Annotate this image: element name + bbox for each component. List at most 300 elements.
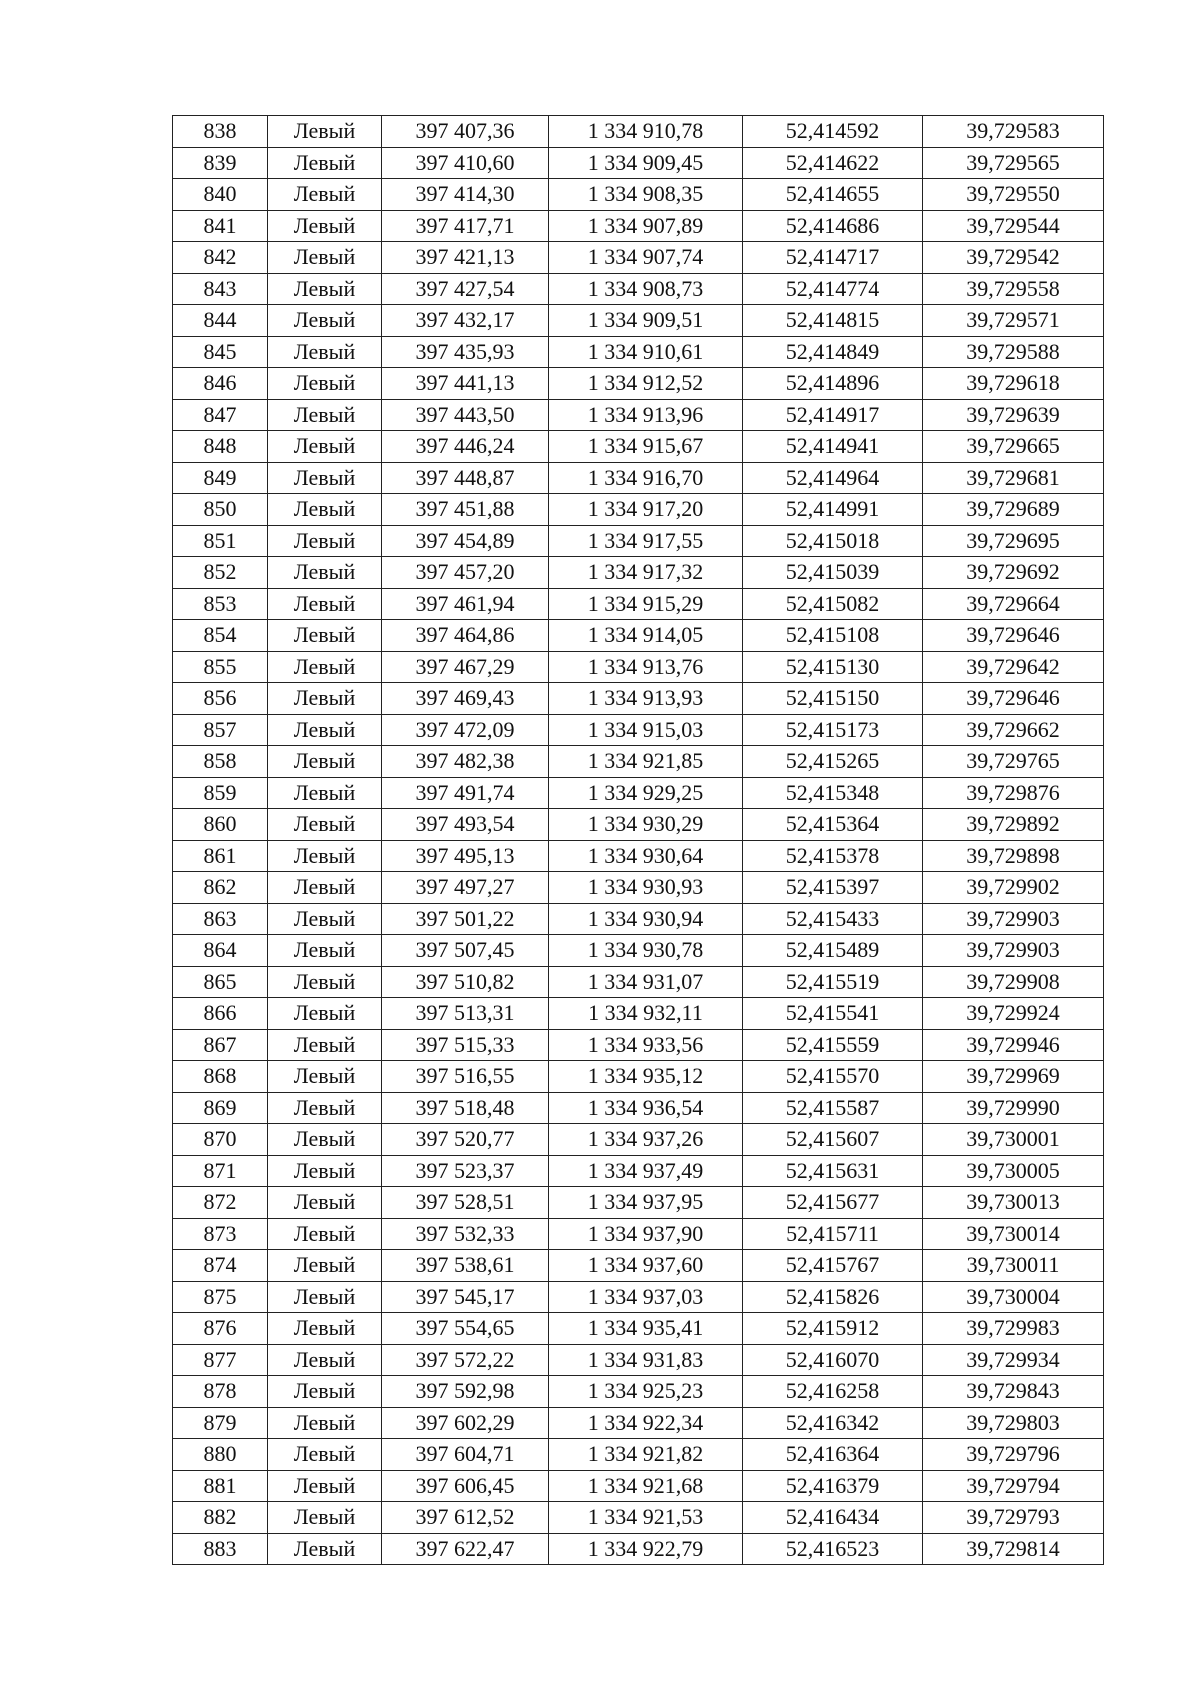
table-row [173,1187,1104,1219]
x-coordinate-cell: 397 501,22 [382,903,549,935]
longitude-cell: 39,729803 [923,1407,1104,1439]
point-number-cell: 880 [173,1439,268,1471]
longitude-cell: 39,729796 [923,1439,1104,1471]
point-number-cell: 859 [173,777,268,809]
table-row [173,557,1104,589]
table-row [173,462,1104,494]
side-cell: Левый [268,116,382,148]
y-coordinate-cell: 1 334 929,25 [549,777,743,809]
y-coordinate-cell: 1 334 937,49 [549,1155,743,1187]
table-row [173,1061,1104,1093]
side-cell: Левый [268,1218,382,1250]
longitude-cell: 39,729908 [923,966,1104,998]
y-coordinate-cell: 1 334 932,11 [549,998,743,1030]
point-number-cell: 874 [173,1250,268,1282]
table-row [173,651,1104,683]
x-coordinate-cell: 397 414,30 [382,179,549,211]
table-row [173,1155,1104,1187]
latitude-cell: 52,416364 [743,1439,923,1471]
x-coordinate-cell: 397 532,33 [382,1218,549,1250]
table-row [173,1313,1104,1345]
x-coordinate-cell: 397 464,86 [382,620,549,652]
x-coordinate-cell: 397 467,29 [382,651,549,683]
side-cell: Левый [268,1092,382,1124]
point-number-cell: 842 [173,242,268,274]
y-coordinate-cell: 1 334 937,90 [549,1218,743,1250]
side-cell: Левый [268,998,382,1030]
x-coordinate-cell: 397 461,94 [382,588,549,620]
latitude-cell: 52,415570 [743,1061,923,1093]
side-cell: Левый [268,1470,382,1502]
point-number-cell: 839 [173,147,268,179]
point-number-cell: 848 [173,431,268,463]
point-number-cell: 875 [173,1281,268,1313]
longitude-cell: 39,729681 [923,462,1104,494]
point-number-cell: 873 [173,1218,268,1250]
point-number-cell: 857 [173,714,268,746]
point-number-cell: 869 [173,1092,268,1124]
side-cell: Левый [268,714,382,746]
table-row [173,368,1104,400]
table-row [173,746,1104,778]
table-row [173,1533,1104,1565]
x-coordinate-cell: 397 622,47 [382,1533,549,1565]
side-cell: Левый [268,1250,382,1282]
point-number-cell: 881 [173,1470,268,1502]
longitude-cell: 39,729924 [923,998,1104,1030]
side-cell: Левый [268,242,382,274]
table-row [173,1502,1104,1534]
latitude-cell: 52,415364 [743,809,923,841]
longitude-cell: 39,729990 [923,1092,1104,1124]
latitude-cell: 52,416070 [743,1344,923,1376]
latitude-cell: 52,415559 [743,1029,923,1061]
point-number-cell: 882 [173,1502,268,1534]
x-coordinate-cell: 397 435,93 [382,336,549,368]
longitude-cell: 39,729902 [923,872,1104,904]
latitude-cell: 52,414655 [743,179,923,211]
x-coordinate-cell: 397 432,17 [382,305,549,337]
y-coordinate-cell: 1 334 937,03 [549,1281,743,1313]
longitude-cell: 39,729892 [923,809,1104,841]
side-cell: Левый [268,651,382,683]
side-cell: Левый [268,966,382,998]
side-cell: Левый [268,431,382,463]
side-cell: Левый [268,462,382,494]
table-row [173,620,1104,652]
point-number-cell: 860 [173,809,268,841]
latitude-cell: 52,415489 [743,935,923,967]
latitude-cell: 52,415541 [743,998,923,1030]
latitude-cell: 52,414941 [743,431,923,463]
side-cell: Левый [268,1281,382,1313]
point-number-cell: 846 [173,368,268,400]
y-coordinate-cell: 1 334 909,51 [549,305,743,337]
y-coordinate-cell: 1 334 922,34 [549,1407,743,1439]
x-coordinate-cell: 397 554,65 [382,1313,549,1345]
latitude-cell: 52,415767 [743,1250,923,1282]
side-cell: Левый [268,1344,382,1376]
side-cell: Левый [268,273,382,305]
point-number-cell: 865 [173,966,268,998]
longitude-cell: 39,729814 [923,1533,1104,1565]
longitude-cell: 39,729983 [923,1313,1104,1345]
table-row [173,1470,1104,1502]
longitude-cell: 39,730005 [923,1155,1104,1187]
table-row [173,1124,1104,1156]
table-row [173,431,1104,463]
longitude-cell: 39,729843 [923,1376,1104,1408]
x-coordinate-cell: 397 410,60 [382,147,549,179]
longitude-cell: 39,729646 [923,620,1104,652]
longitude-cell: 39,729662 [923,714,1104,746]
longitude-cell: 39,729550 [923,179,1104,211]
table-row [173,1439,1104,1471]
latitude-cell: 52,416342 [743,1407,923,1439]
side-cell: Левый [268,872,382,904]
latitude-cell: 52,414991 [743,494,923,526]
y-coordinate-cell: 1 334 913,93 [549,683,743,715]
point-number-cell: 855 [173,651,268,683]
point-number-cell: 870 [173,1124,268,1156]
longitude-cell: 39,729794 [923,1470,1104,1502]
table-row [173,1029,1104,1061]
table-row [173,179,1104,211]
side-cell: Левый [268,179,382,211]
point-number-cell: 866 [173,998,268,1030]
side-cell: Левый [268,305,382,337]
side-cell: Левый [268,525,382,557]
x-coordinate-cell: 397 518,48 [382,1092,549,1124]
side-cell: Левый [268,1376,382,1408]
side-cell: Левый [268,935,382,967]
longitude-cell: 39,730014 [923,1218,1104,1250]
longitude-cell: 39,729689 [923,494,1104,526]
latitude-cell: 52,415397 [743,872,923,904]
longitude-cell: 39,729793 [923,1502,1104,1534]
longitude-cell: 39,729642 [923,651,1104,683]
y-coordinate-cell: 1 334 908,73 [549,273,743,305]
side-cell: Левый [268,1313,382,1345]
table-row [173,966,1104,998]
longitude-cell: 39,729692 [923,557,1104,589]
point-number-cell: 862 [173,872,268,904]
x-coordinate-cell: 397 516,55 [382,1061,549,1093]
side-cell: Левый [268,1061,382,1093]
longitude-cell: 39,729946 [923,1029,1104,1061]
x-coordinate-cell: 397 448,87 [382,462,549,494]
x-coordinate-cell: 397 407,36 [382,116,549,148]
longitude-cell: 39,729618 [923,368,1104,400]
side-cell: Левый [268,399,382,431]
side-cell: Левый [268,777,382,809]
point-number-cell: 843 [173,273,268,305]
side-cell: Левый [268,620,382,652]
latitude-cell: 52,415711 [743,1218,923,1250]
table-row [173,1092,1104,1124]
table-row [173,494,1104,526]
y-coordinate-cell: 1 334 921,53 [549,1502,743,1534]
table-row [173,1250,1104,1282]
latitude-cell: 52,414622 [743,147,923,179]
y-coordinate-cell: 1 334 917,32 [549,557,743,589]
x-coordinate-cell: 397 602,29 [382,1407,549,1439]
latitude-cell: 52,414815 [743,305,923,337]
y-coordinate-cell: 1 334 915,29 [549,588,743,620]
x-coordinate-cell: 397 472,09 [382,714,549,746]
longitude-cell: 39,729565 [923,147,1104,179]
table-row [173,336,1104,368]
side-cell: Левый [268,1407,382,1439]
latitude-cell: 52,414964 [743,462,923,494]
latitude-cell: 52,415039 [743,557,923,589]
x-coordinate-cell: 397 592,98 [382,1376,549,1408]
latitude-cell: 52,415265 [743,746,923,778]
latitude-cell: 52,415826 [743,1281,923,1313]
point-number-cell: 863 [173,903,268,935]
x-coordinate-cell: 397 427,54 [382,273,549,305]
longitude-cell: 39,729876 [923,777,1104,809]
latitude-cell: 52,415519 [743,966,923,998]
y-coordinate-cell: 1 334 915,67 [549,431,743,463]
latitude-cell: 52,416523 [743,1533,923,1565]
table-row [173,872,1104,904]
y-coordinate-cell: 1 334 907,74 [549,242,743,274]
side-cell: Левый [268,903,382,935]
latitude-cell: 52,414592 [743,116,923,148]
y-coordinate-cell: 1 334 909,45 [549,147,743,179]
x-coordinate-cell: 397 538,61 [382,1250,549,1282]
table-row [173,147,1104,179]
table-row [173,210,1104,242]
side-cell: Левый [268,494,382,526]
point-number-cell: 867 [173,1029,268,1061]
side-cell: Левый [268,588,382,620]
longitude-cell: 39,729969 [923,1061,1104,1093]
longitude-cell: 39,730013 [923,1187,1104,1219]
table-row [173,809,1104,841]
table-row [173,1376,1104,1408]
longitude-cell: 39,729639 [923,399,1104,431]
latitude-cell: 52,416434 [743,1502,923,1534]
table-row [173,1407,1104,1439]
x-coordinate-cell: 397 421,13 [382,242,549,274]
y-coordinate-cell: 1 334 930,94 [549,903,743,935]
point-number-cell: 852 [173,557,268,589]
point-number-cell: 850 [173,494,268,526]
y-coordinate-cell: 1 334 917,55 [549,525,743,557]
table-row [173,242,1104,274]
side-cell: Левый [268,557,382,589]
table-row [173,399,1104,431]
y-coordinate-cell: 1 334 937,26 [549,1124,743,1156]
latitude-cell: 52,416379 [743,1470,923,1502]
longitude-cell: 39,729542 [923,242,1104,274]
latitude-cell: 52,414849 [743,336,923,368]
longitude-cell: 39,729765 [923,746,1104,778]
latitude-cell: 52,415150 [743,683,923,715]
longitude-cell: 39,729571 [923,305,1104,337]
point-number-cell: 838 [173,116,268,148]
y-coordinate-cell: 1 334 908,35 [549,179,743,211]
longitude-cell: 39,729934 [923,1344,1104,1376]
point-number-cell: 878 [173,1376,268,1408]
table-row [173,305,1104,337]
y-coordinate-cell: 1 334 910,78 [549,116,743,148]
coordinates-table [172,115,1104,1565]
table-row [173,1218,1104,1250]
side-cell: Левый [268,210,382,242]
side-cell: Левый [268,1533,382,1565]
y-coordinate-cell: 1 334 930,64 [549,840,743,872]
latitude-cell: 52,415018 [743,525,923,557]
latitude-cell: 52,416258 [743,1376,923,1408]
y-coordinate-cell: 1 334 933,56 [549,1029,743,1061]
latitude-cell: 52,415631 [743,1155,923,1187]
x-coordinate-cell: 397 545,17 [382,1281,549,1313]
side-cell: Левый [268,336,382,368]
x-coordinate-cell: 397 495,13 [382,840,549,872]
table-row [173,273,1104,305]
side-cell: Левый [268,1029,382,1061]
side-cell: Левый [268,840,382,872]
longitude-cell: 39,729903 [923,935,1104,967]
y-coordinate-cell: 1 334 907,89 [549,210,743,242]
latitude-cell: 52,415607 [743,1124,923,1156]
point-number-cell: 841 [173,210,268,242]
point-number-cell: 851 [173,525,268,557]
y-coordinate-cell: 1 334 930,78 [549,935,743,967]
latitude-cell: 52,414686 [743,210,923,242]
latitude-cell: 52,415433 [743,903,923,935]
longitude-cell: 39,729903 [923,903,1104,935]
y-coordinate-cell: 1 334 910,61 [549,336,743,368]
x-coordinate-cell: 397 469,43 [382,683,549,715]
side-cell: Левый [268,746,382,778]
side-cell: Левый [268,1155,382,1187]
longitude-cell: 39,729664 [923,588,1104,620]
y-coordinate-cell: 1 334 922,79 [549,1533,743,1565]
y-coordinate-cell: 1 334 921,82 [549,1439,743,1471]
side-cell: Левый [268,368,382,400]
x-coordinate-cell: 397 482,38 [382,746,549,778]
table-row [173,588,1104,620]
side-cell: Левый [268,683,382,715]
table-row [173,998,1104,1030]
point-number-cell: 864 [173,935,268,967]
table-row [173,1281,1104,1313]
y-coordinate-cell: 1 334 912,52 [549,368,743,400]
point-number-cell: 853 [173,588,268,620]
x-coordinate-cell: 397 451,88 [382,494,549,526]
point-number-cell: 854 [173,620,268,652]
y-coordinate-cell: 1 334 921,68 [549,1470,743,1502]
point-number-cell: 847 [173,399,268,431]
point-number-cell: 856 [173,683,268,715]
table-row [173,525,1104,557]
side-cell: Левый [268,1502,382,1534]
x-coordinate-cell: 397 510,82 [382,966,549,998]
longitude-cell: 39,729695 [923,525,1104,557]
side-cell: Левый [268,809,382,841]
x-coordinate-cell: 397 523,37 [382,1155,549,1187]
x-coordinate-cell: 397 604,71 [382,1439,549,1471]
x-coordinate-cell: 397 515,33 [382,1029,549,1061]
y-coordinate-cell: 1 334 937,60 [549,1250,743,1282]
table-row [173,714,1104,746]
point-number-cell: 849 [173,462,268,494]
latitude-cell: 52,414917 [743,399,923,431]
x-coordinate-cell: 397 493,54 [382,809,549,841]
x-coordinate-cell: 397 454,89 [382,525,549,557]
x-coordinate-cell: 397 520,77 [382,1124,549,1156]
y-coordinate-cell: 1 334 913,96 [549,399,743,431]
y-coordinate-cell: 1 334 931,83 [549,1344,743,1376]
y-coordinate-cell: 1 334 935,41 [549,1313,743,1345]
side-cell: Левый [268,1439,382,1471]
y-coordinate-cell: 1 334 913,76 [549,651,743,683]
point-number-cell: 845 [173,336,268,368]
table-body [173,116,1104,1565]
table-row [173,840,1104,872]
latitude-cell: 52,415173 [743,714,923,746]
y-coordinate-cell: 1 334 921,85 [549,746,743,778]
latitude-cell: 52,415130 [743,651,923,683]
y-coordinate-cell: 1 334 916,70 [549,462,743,494]
y-coordinate-cell: 1 334 925,23 [549,1376,743,1408]
latitude-cell: 52,414717 [743,242,923,274]
x-coordinate-cell: 397 497,27 [382,872,549,904]
latitude-cell: 52,415108 [743,620,923,652]
latitude-cell: 52,415912 [743,1313,923,1345]
y-coordinate-cell: 1 334 930,93 [549,872,743,904]
x-coordinate-cell: 397 528,51 [382,1187,549,1219]
longitude-cell: 39,729544 [923,210,1104,242]
latitude-cell: 52,415082 [743,588,923,620]
x-coordinate-cell: 397 606,45 [382,1470,549,1502]
point-number-cell: 840 [173,179,268,211]
table-row [173,935,1104,967]
table-row [173,1344,1104,1376]
table-row [173,777,1104,809]
longitude-cell: 39,730011 [923,1250,1104,1282]
y-coordinate-cell: 1 334 931,07 [549,966,743,998]
point-number-cell: 858 [173,746,268,778]
latitude-cell: 52,415587 [743,1092,923,1124]
point-number-cell: 877 [173,1344,268,1376]
longitude-cell: 39,729898 [923,840,1104,872]
side-cell: Левый [268,147,382,179]
y-coordinate-cell: 1 334 914,05 [549,620,743,652]
y-coordinate-cell: 1 334 937,95 [549,1187,743,1219]
x-coordinate-cell: 397 446,24 [382,431,549,463]
longitude-cell: 39,729646 [923,683,1104,715]
x-coordinate-cell: 397 507,45 [382,935,549,967]
side-cell: Левый [268,1124,382,1156]
side-cell: Левый [268,1187,382,1219]
longitude-cell: 39,729665 [923,431,1104,463]
latitude-cell: 52,414896 [743,368,923,400]
table-row [173,116,1104,148]
x-coordinate-cell: 397 441,13 [382,368,549,400]
point-number-cell: 876 [173,1313,268,1345]
x-coordinate-cell: 397 457,20 [382,557,549,589]
point-number-cell: 871 [173,1155,268,1187]
y-coordinate-cell: 1 334 917,20 [549,494,743,526]
table-row [173,683,1104,715]
point-number-cell: 883 [173,1533,268,1565]
table-row [173,903,1104,935]
